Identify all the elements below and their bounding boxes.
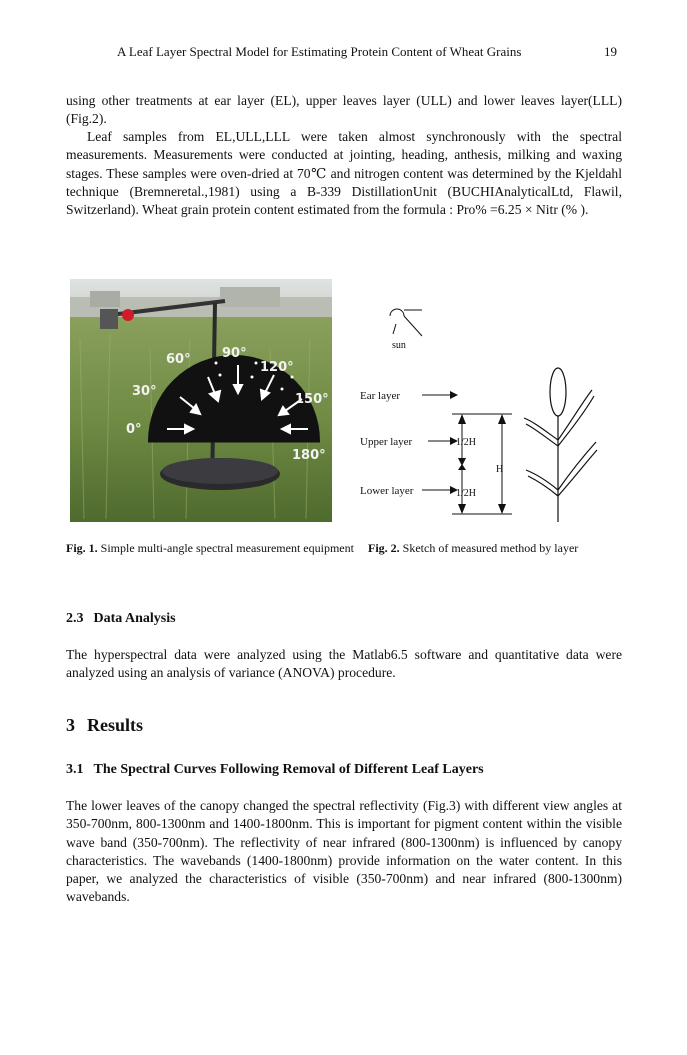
equipment-photo-illustration: [70, 279, 332, 522]
upper-layer-label: Upper layer: [360, 436, 413, 448]
body-paragraph-3: The hyperspectral data were analyzed using the Matlab6.5 software and quantitative data were analyzed using an analysis of variance (ANOVA) procedure.: [66, 647, 622, 681]
page-number: 19: [604, 44, 617, 59]
sun-icon: [390, 309, 422, 336]
running-title: A Leaf Layer Spectral Model for Estimating Protein Content of Wheat Grains: [117, 44, 522, 59]
h-label: H: [496, 464, 504, 475]
body-paragraph-2: Leaf samples from EL,ULL,LLL were taken almost synchronously with the spectral measurements. Measurements were conducted at jointing, heading, anthesis, milking and waxing stages. These samples were oven-dried at 70℃ and nitrogen content was determined by the Kjeldahl technique (Bremneretal.,1981) using a B-339 DistillationUnit (BUCHIAnalyticalLtd, Flawil, Switzerland). Wheat grain protein content estimated from the formula : Pro% =6.25 × Nitr (% ).: [66, 129, 622, 218]
wheat-plant-icon: [524, 368, 597, 522]
angle-label-120: 120°: [260, 360, 294, 375]
angle-label-180: 180°: [292, 448, 326, 463]
figure-2-caption: Fig. 2. Sketch of measured method by layer: [368, 541, 579, 555]
angle-label-90: 90°: [222, 346, 247, 361]
section-3-1-heading: 3.1 The Spectral Curves Following Removal of Different Leaf Layers: [66, 762, 484, 777]
angle-label-30: 30°: [132, 384, 157, 399]
section-2-3-heading: 2.3 Data Analysis: [66, 611, 176, 626]
figure-2-sketch: [352, 290, 614, 530]
sun-label: sun: [392, 340, 406, 351]
ear-layer-arrow-icon: [450, 391, 458, 399]
layer-sketch-diagram: [352, 290, 614, 530]
body-paragraph-4: The lower leaves of the canopy changed the spectral reflectivity (Fig.3) with different view angles at 350-700nm, 800-1300nm and 1400-1800nm. This is important for pigment content within the visible wave band (350-700nm). The reflectivity of near infrared (800-1300nm) is influenced by canopy characteristics. The wavebands (1400-1800nm) provide information on the water content. In this paper, we analyzed the characteristics of visible (350-700nm) and near infrared (800-1300nm) wavebands.: [66, 798, 622, 905]
angle-label-0: 0°: [126, 422, 142, 437]
angle-label-60: 60°: [166, 352, 191, 367]
half-h-lower-label: 1/2H: [456, 488, 476, 499]
body-paragraph-1: using other treatments at ear layer (EL), upper leaves layer (ULL) and lower leaves layer(LLL)(Fig.2).: [66, 93, 622, 127]
figure-1-photo: [70, 279, 332, 522]
figure-1-caption: Fig. 1. Simple multi-angle spectral measurement equipment: [66, 541, 354, 555]
lower-layer-label: Lower layer: [360, 485, 414, 497]
half-h-upper-label: 1/2H: [456, 437, 476, 448]
angle-label-150: 150°: [295, 392, 329, 407]
section-3-heading: 3 Results: [66, 715, 144, 735]
ear-layer-label: Ear layer: [360, 390, 400, 402]
